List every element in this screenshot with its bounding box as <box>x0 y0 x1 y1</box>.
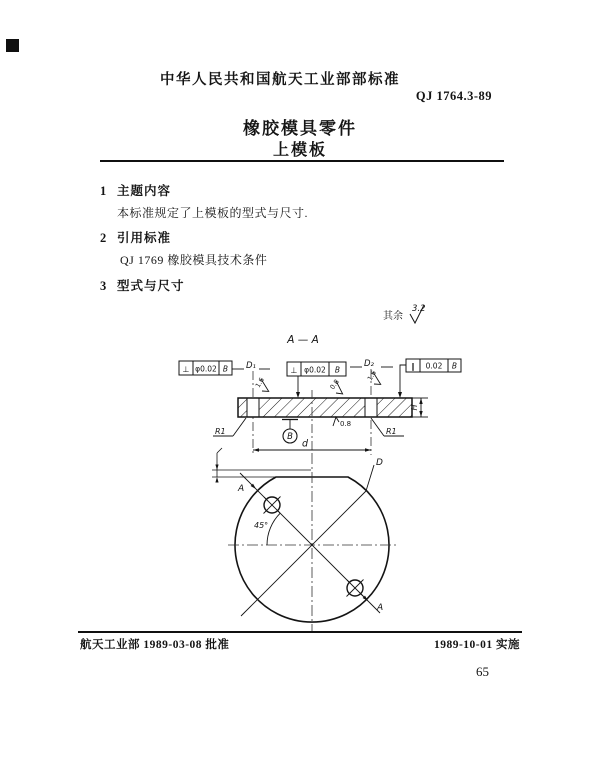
implementation-note: 1989-10-01 实施 <box>433 639 520 651</box>
label-r1-left: R1 <box>215 427 226 436</box>
tolerance-value: φ0.02 <box>304 365 326 375</box>
section-1-body: 本标准规定了上模板的型式与尺寸. <box>117 206 309 220</box>
tolerance-frame-3 <box>398 359 461 398</box>
section-view-label: A — A <box>287 334 319 346</box>
label-r1-right: R1 <box>386 427 397 436</box>
surface-roughness-note <box>383 304 426 323</box>
section-1-heading <box>100 181 171 199</box>
label-d1: D₁ <box>246 361 256 371</box>
section-2-title: 引用标准 <box>117 231 172 245</box>
section-3-heading <box>100 276 185 294</box>
section-2-number: 2 <box>100 231 108 245</box>
section-2-body: QJ 1769 橡胶模具技术条件 <box>120 253 268 267</box>
document-title-line2: 上模板 <box>272 142 327 159</box>
fillet-callout-right <box>371 418 404 436</box>
surface-mark-hole-left <box>253 376 273 394</box>
page-number: 65 <box>476 664 489 679</box>
section-1-title: 主题内容 <box>117 184 172 198</box>
plan-view <box>212 448 398 633</box>
plate-cross-section <box>238 390 412 453</box>
document-title-line1: 橡胶模具零件 <box>243 119 357 138</box>
perpendicularity-icon: ⊥ <box>182 365 190 374</box>
datum-ref: B <box>334 365 341 375</box>
surface-mark-bottom <box>333 417 351 428</box>
perpendicularity-icon: ⊥ <box>290 366 298 375</box>
datum-ref: B <box>451 361 458 371</box>
hole-slot-right <box>365 398 377 417</box>
fillet-callout-left <box>213 418 246 436</box>
label-angle-45: 45° <box>254 521 269 530</box>
datum-b-symbol <box>282 420 298 444</box>
surface-mark-top <box>328 378 348 396</box>
label-datum-b: B <box>287 432 293 442</box>
tolerance-frame-1 <box>179 361 244 375</box>
header-rule <box>100 160 504 162</box>
label-a-lower: A <box>377 603 384 613</box>
surface-value: 0.8 <box>340 420 352 428</box>
section-3-number: 3 <box>100 279 108 293</box>
label-d: d <box>301 438 309 450</box>
parallelism-icon: ∥ <box>411 362 415 371</box>
approval-note: 航天工业部 1989-03-08 批准 <box>80 639 230 651</box>
technical-drawing <box>0 295 600 650</box>
label-diameter-d: D <box>376 458 383 468</box>
standard-org-line: 中华人民共和国航天工业部部标准 <box>160 72 400 88</box>
footer-rule <box>78 631 522 633</box>
surface-note-prefix: 其余 <box>383 311 403 322</box>
surface-mark-hole-right <box>365 369 385 387</box>
label-h: H <box>410 404 419 411</box>
scan-registration-mark <box>6 39 19 52</box>
diameter-leader <box>366 465 374 491</box>
surface-value: 0.8 <box>328 377 341 392</box>
label-d2: D₂ <box>364 359 374 369</box>
datum-ref: B <box>222 364 229 374</box>
standard-number: QJ 1764.3-89 <box>415 89 492 103</box>
section-2-heading <box>100 228 171 246</box>
label-a-upper: A <box>238 484 245 494</box>
tolerance-value: φ0.02 <box>195 364 217 374</box>
surface-value: 1.6 <box>253 376 266 390</box>
section-3-title: 型式与尺寸 <box>117 279 185 293</box>
section-1-number: 1 <box>100 184 108 198</box>
surface-value: 1.6 <box>365 369 378 383</box>
tolerance-value: 0.02 <box>425 361 443 371</box>
surface-note-value: 3.2 <box>412 304 426 314</box>
hole-slot-left <box>247 398 259 417</box>
diagonal-line <box>241 491 366 616</box>
angle-arc <box>267 513 280 545</box>
